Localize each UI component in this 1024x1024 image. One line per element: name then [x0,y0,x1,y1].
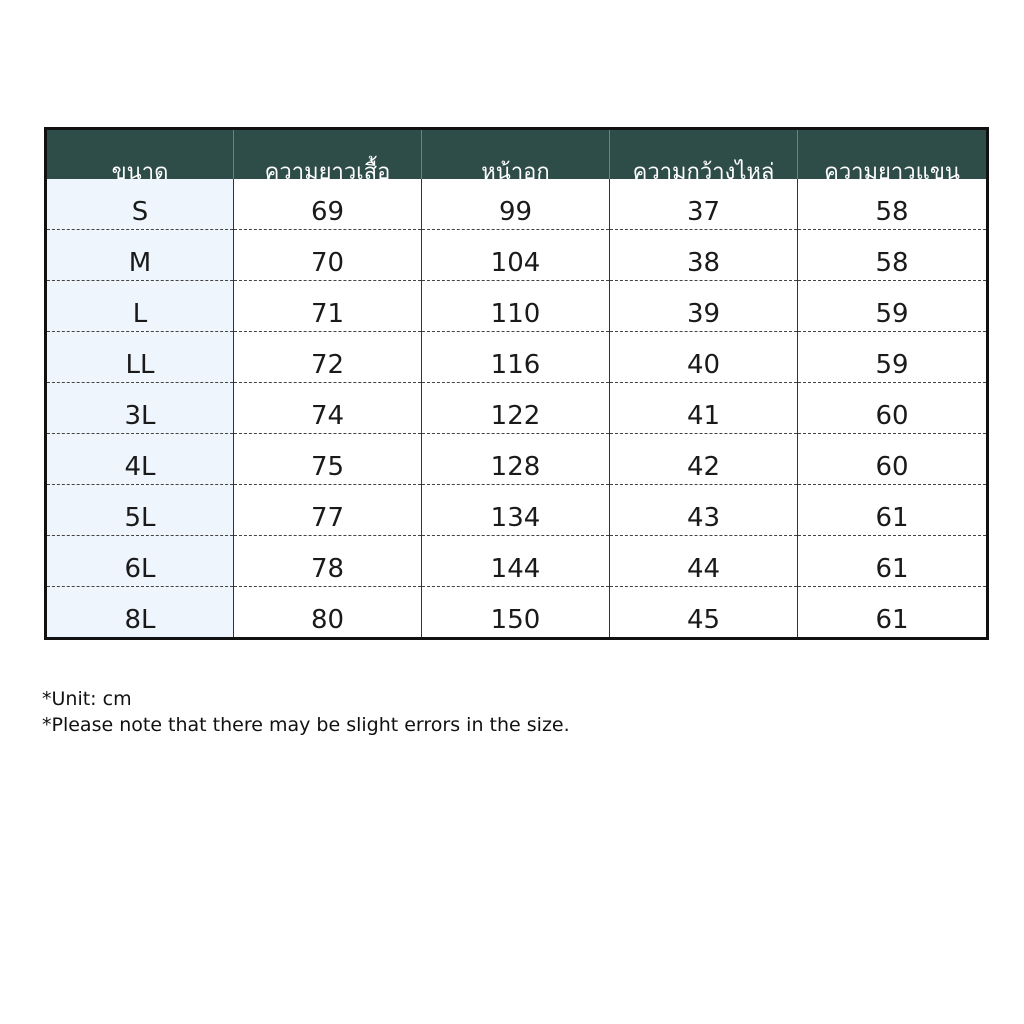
cell-value: 69 [310,197,345,227]
cell-value: 42 [686,452,721,482]
cell-value: 8L [124,605,156,635]
table-row [46,434,988,485]
cell-size [46,383,234,434]
cell-value: S [131,197,149,227]
cell-shoulder [610,281,798,332]
cell-value: M [128,248,152,278]
cell-sleeve [798,434,988,485]
cell-value: 61 [875,503,909,533]
cell-value: 70 [310,248,345,278]
cell-sleeve [798,230,988,281]
cell-length [234,485,422,536]
cell-sleeve [798,485,988,536]
cell-chest [422,434,610,485]
table-row [46,179,988,230]
table-row [46,281,988,332]
cell-value: 104 [490,248,541,278]
cell-sleeve [798,587,988,639]
cell-value: 41 [686,401,721,431]
cell-value: 78 [310,554,345,584]
header-shoulder [610,129,798,180]
header-length [234,129,422,180]
header-sleeve-label: ความยาวแขน [824,160,960,179]
size-chart-header [46,129,988,180]
cell-value: 72 [310,350,345,380]
cell-value: 44 [686,554,721,584]
cell-value: 128 [490,452,541,482]
table-row [46,230,988,281]
table-row [46,587,988,639]
cell-size [46,485,234,536]
cell-sleeve [798,281,988,332]
cell-length [234,332,422,383]
cell-value: 59 [875,299,909,329]
cell-value: 4L [124,452,156,482]
cell-chest [422,485,610,536]
cell-value: 110 [490,299,541,329]
cell-value: 60 [875,452,909,482]
table-row [46,383,988,434]
cell-sleeve [798,383,988,434]
cell-length [234,434,422,485]
cell-chest [422,587,610,639]
cell-value: LL [125,350,155,380]
header-shoulder-label: ความกว้างไหล่ [632,160,775,179]
cell-value: 58 [875,248,909,278]
cell-value: 59 [875,350,909,380]
cell-value: L [132,299,148,329]
cell-length [234,536,422,587]
cell-shoulder [610,434,798,485]
cell-value: 74 [310,401,345,431]
header-row [46,129,988,180]
cell-value: 77 [310,503,345,533]
cell-value: 3L [124,401,156,431]
size-notes [42,686,570,738]
cell-size [46,434,234,485]
cell-length [234,281,422,332]
cell-value: 58 [875,197,909,227]
disclaimer-note: *Please note that there may be slight errors in the size. [42,714,570,736]
cell-shoulder [610,230,798,281]
cell-chest [422,383,610,434]
cell-value: 61 [875,554,909,584]
cell-size [46,230,234,281]
cell-sleeve [798,179,988,230]
header-size-label: ขนาด [111,160,169,179]
cell-value: 144 [490,554,541,584]
cell-value: 61 [875,605,909,635]
cell-shoulder [610,587,798,639]
cell-value: 6L [124,554,156,584]
cell-value: 60 [875,401,909,431]
header-chest-label: หน้าอก [481,160,550,179]
header-chest [422,129,610,180]
size-chart-body [46,179,988,639]
cell-sleeve [798,536,988,587]
cell-size [46,536,234,587]
cell-value: 40 [686,350,721,380]
cell-size [46,332,234,383]
cell-shoulder [610,383,798,434]
cell-chest [422,536,610,587]
cell-value: 5L [124,503,156,533]
cell-length [234,179,422,230]
cell-length [234,230,422,281]
cell-value: 150 [490,605,541,635]
cell-length [234,383,422,434]
cell-chest [422,179,610,230]
table-row [46,485,988,536]
header-length-label: ความยาวเสื้อ [264,160,391,179]
unit-note: *Unit: cm [42,688,132,710]
cell-shoulder [610,179,798,230]
cell-value: 80 [310,605,345,635]
cell-value: 38 [686,248,721,278]
cell-sleeve [798,332,988,383]
header-sleeve [798,129,988,180]
cell-value: 43 [686,503,721,533]
cell-shoulder [610,332,798,383]
size-chart-table [44,127,989,640]
cell-size [46,587,234,639]
table-row [46,536,988,587]
cell-value: 75 [310,452,345,482]
cell-value: 39 [686,299,721,329]
header-size [46,129,234,180]
cell-chest [422,281,610,332]
cell-value: 122 [490,401,541,431]
cell-size [46,281,234,332]
cell-value: 71 [310,299,345,329]
cell-shoulder [610,485,798,536]
cell-value: 116 [490,350,541,380]
cell-value: 45 [686,605,721,635]
cell-chest [422,230,610,281]
cell-shoulder [610,536,798,587]
cell-length [234,587,422,639]
cell-value: 99 [498,197,533,227]
cell-value: 134 [490,503,541,533]
table-row [46,332,988,383]
cell-size [46,179,234,230]
cell-value: 37 [686,197,721,227]
cell-chest [422,332,610,383]
